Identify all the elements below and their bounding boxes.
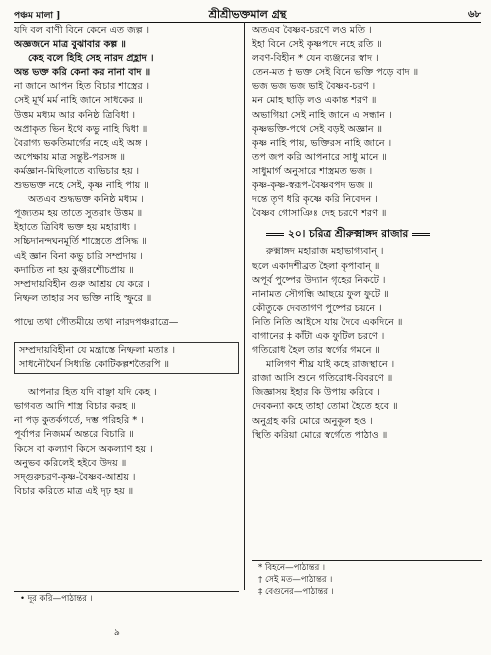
verse-line: সেই মূর্খ মর্ম নাহি জানে সাধকের ॥ <box>14 95 143 107</box>
right-column <box>252 24 482 443</box>
verse-line: জিজ্ঞাসয় ইহার কি উপায় করিবে । <box>252 387 380 399</box>
verse-line: মালিগণ শীঘ্র যাই কহে রাজস্থানে । <box>266 359 395 371</box>
verse-line: কিসে বা কল্যাণ কিসে অকল্যাণ হয় । <box>14 443 153 455</box>
heading-ornament <box>266 233 284 236</box>
verse-line: ভাগবত আদি শাস্ত্র বিচার করহ ॥ <box>14 401 136 413</box>
verse-line: ইহা বিনে সেই কৃষ্ণপদে নহে রতি ॥ <box>252 39 382 51</box>
verse-line: ভজ ভজ ভজ ভাই বৈষ্ণব-চরণ । <box>252 81 376 93</box>
verse-line: ছলে একাদশীব্রত হৈলা কৃপাবান্ ॥ <box>252 260 380 272</box>
verse-line: অনুভব করিলেই হইবে উদয় ॥ <box>14 457 127 469</box>
verse-line: বৈরাগ্য ভকতিমার্গের নহে এই অঙ্গ । <box>14 137 148 149</box>
verse-line: অন্ত ভক্ত করি কেনা কর নানা বাদ ॥ <box>14 67 151 79</box>
verse-line: না জানে আপন হিত বিচার শাস্ত্রের । <box>14 81 150 93</box>
verse-line: গতিরোধ হৈল তার স্বর্গের গমনে ॥ <box>252 345 380 357</box>
verse-line: নানামত সৌগন্ধি আছয়ে ফুল ফুটে ॥ <box>252 288 389 300</box>
verse-line: নিতি নিতি আইসে যায় দৈবে একদিনে ॥ <box>252 316 403 328</box>
verse-line: সম্প্রদায়বিহীন গুরু আশ্রয় যে করে । <box>14 278 150 290</box>
line-gap <box>14 306 239 316</box>
verse-line: অভাগিয়া সেই নাহি জানে এ সন্ধান । <box>252 109 392 121</box>
footnote-rule-right <box>252 560 482 561</box>
column-divider <box>244 22 245 590</box>
verse-line: কেহ বলে হিহি সেহ নারদ প্রহ্লাদ । <box>28 53 154 65</box>
footnote: ‡ বেগুনের—পাঠান্তর । <box>258 587 334 597</box>
verse-line: কৃষ্ণ-কৃষ্ণ-স্বরূপ-বৈষ্ণবপদ ভজ ॥ <box>252 180 373 192</box>
footnote: • দূর করি—পাঠান্তর । <box>20 594 93 604</box>
verse-line: সাধনৌঘৈর্ন সিধ্যন্তি কোটিকল্পশতৈরপি ॥ <box>19 359 170 371</box>
verse-line: অনুগ্রহ করি মোরে অনুকূল হও । <box>252 415 373 427</box>
verse-line: কৌতুকে দেবতাগণ পুষ্পের চয়নে । <box>252 302 382 314</box>
page-header <box>14 6 481 22</box>
verse-line: নিষ্ফল তাহার সব ভক্তি নাহি স্ফুরে ॥ <box>14 292 152 304</box>
verse-line: অতএব শুদ্ধভক্ত কনিষ্ঠ মধ্যম । <box>28 194 144 206</box>
chapter-heading <box>252 227 482 241</box>
verse-line: বাগানের ‡ কাঁটা এক ফুটিল চরণে । <box>252 330 385 342</box>
verse-line: সম্প্রদায়বিহীনা যে মন্ত্রাস্তে নিষ্ফলা মতাঃ । <box>19 344 176 356</box>
verse-line: অজ্ঞজনে মাত্র বুঝাবার কল্প ॥ <box>14 39 126 51</box>
verse-line: না পড় কুতর্কগর্তে, দম্ভ পরিহরি * । <box>14 415 144 427</box>
verse-line: আপনার হিত যদি বাঞ্ছা যদি কেহ । <box>28 387 157 399</box>
footnote: † সেই মত—পাঠান্তর । <box>258 575 333 585</box>
verse-line: কৃষ্ণ নাহি পায়, ভক্তিরস নাহি জানে । <box>252 137 392 149</box>
right-column-verses-bottom <box>252 245 482 442</box>
verse-line: স্থিতি করিয়া মোরে স্বর্গেতে পাঠাও ॥ <box>252 429 388 441</box>
verse-line: সাধুমার্গ অনুসারে শাস্ত্রমত ভজ । <box>252 165 373 177</box>
verse-line: কদাচিত না হয় কুঞ্জরশৌচপ্রায় ॥ <box>14 264 134 276</box>
line-gap <box>14 330 239 340</box>
verse-line: রুক্মাঙ্গদ মহারাজ মহাভাগ্যবান্ । <box>266 246 384 258</box>
verse-line: উত্তম মধ্যম আর কনিষ্ঠ ত্রিবিধা । <box>14 109 136 121</box>
page-footer-number: ৯ <box>114 628 120 638</box>
heading-ornament <box>412 233 430 236</box>
verse-line: সচ্চিদানন্দঘনমূর্তি শাস্ত্রেতে প্রসিদ্ধ ॥ <box>14 236 147 248</box>
verse-line: অপেক্ষায় মাত্র সন্তুষ্ট-পরসঙ্গ ॥ <box>14 151 126 163</box>
verse-line: সদ্গুরুচরণ-কৃষ্ণ-বৈষ্ণব-আশ্রয় । <box>14 471 136 483</box>
left-column <box>14 24 239 499</box>
chapter-heading-text: ২০। চরিত্র শ্রীরুক্মাঙ্গদ রাজার <box>288 228 409 241</box>
footnote: * বিহনে—পাঠান্তর । <box>258 563 326 573</box>
verse-line: তেন-মত † ভক্ত সেই বিনে ভক্তি পড়ে বাদ ॥ <box>252 67 419 79</box>
footnote-rule-left <box>14 591 239 592</box>
sanskrit-quote-box <box>14 342 239 374</box>
verse-line: কৃষ্ণভক্তি-পথে সেই বড়ই অজ্ঞান ॥ <box>252 123 383 135</box>
verse-line: কর্মজ্ঞান-মিছিলাতে ব্যভিচার হয় । <box>14 165 140 177</box>
verse-line: পূজ্যতম হয় তাতে সুতরাং উত্তম ॥ <box>14 208 143 220</box>
verse-line: বিচার করিতে মাত্র এই দৃঢ় হয় ॥ <box>14 485 134 497</box>
verse-line: মন মোহ ছাড়ি লও একান্ত শরণ ॥ <box>252 95 377 107</box>
verse-line: অপূর্ব পুষ্পের উদ্যান গৃহের নিকটে । <box>252 274 386 286</box>
right-column-verses-top <box>252 24 482 221</box>
verse-line: পূর্বাপর নিজমর্ম অন্তরে বিচারি ॥ <box>14 429 134 441</box>
footnotes-right <box>258 562 478 598</box>
header-rule <box>14 22 481 23</box>
footnotes-left <box>20 593 235 605</box>
verse-line: শুভভক্ত নহে সেই, কৃষ্ণ নাহি পায় ॥ <box>14 180 149 192</box>
verse-line: লবণ-বিহীন * যেন ব্যঞ্জনের স্বাদ । <box>252 53 379 65</box>
verse-line: দন্তে তৃণ ধরি কৃষ্ণে করি নিবেদন । <box>252 194 378 206</box>
verse-line: অপ্রাকৃত ভিন ইথে কভু নাহি দ্বিধা ॥ <box>14 123 148 135</box>
verse-line: তপ জপ করি আপনারে সাধু মানে ॥ <box>252 151 387 163</box>
line-gap <box>14 376 239 386</box>
verse-line: ইহাতে ত্রিবিধ ভক্ত হয় মহারাধ্য । <box>14 222 137 234</box>
verse-line: যদি বল বাণী বিনে কেনে এত জল্প । <box>14 25 150 36</box>
header-page-number: ৬৮ <box>468 9 481 20</box>
verse-line: এই জ্ঞান বিনা কভু চারি সম্প্রদায় । <box>14 250 143 262</box>
verse-line: বৈষ্ণব গোসাঞিঃ দেহ চরণে শরণ ॥ <box>252 208 387 220</box>
verse-line: পাদ্মে তথা গৌতমীয়ে তথা নারদপঞ্চরাত্রে— <box>14 316 179 328</box>
header-book-title: শ্রীশ্রীভক্তমাল গ্রন্থ <box>208 8 287 21</box>
verse-line: দেবকন্যা কহে তাহা তোমা হৈতে হবে ॥ <box>252 401 398 413</box>
header-series-label: পঞ্চম মালা ] <box>14 11 61 21</box>
verse-line: রাজা আসি শুনে গতিরোধ-বিবরণে ॥ <box>252 373 393 385</box>
verse-line: অতএব বৈষ্ণব-চরণে লও মতি । <box>252 25 372 36</box>
